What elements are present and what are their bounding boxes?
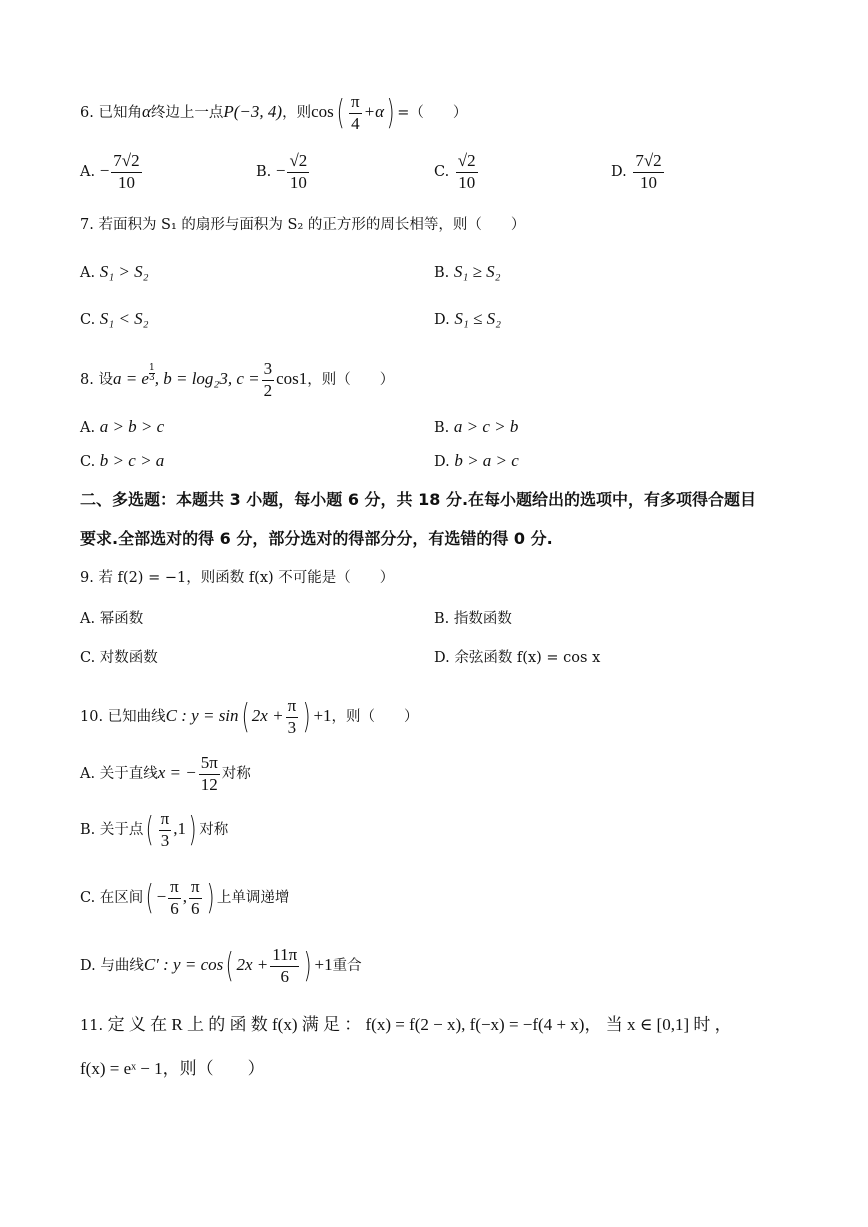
question-7-option-b[interactable]: B. S₁ ≥ S₂ xyxy=(434,262,501,281)
section-2-heading-line-2: 要求.全部选对的得 6 分，部分选对的得部分分，有选错的得 0 分. xyxy=(80,529,553,548)
question-6-option-b[interactable]: B. − $\frac{√2}{10}$ xyxy=(256,151,308,192)
question-8-option-d[interactable]: D. b > a > c xyxy=(434,451,519,470)
question-8-option-a[interactable]: A. a > b > c xyxy=(80,417,165,436)
question-7-stem: 7. 若面积为 S₁ 的扇形与面积为 S₂ 的正方形的周长相等，则（ ） xyxy=(80,217,526,233)
question-11-stem-line-1: 11. 定 义 在 R 上 的 函 数 f(x) 满 足 ： f(x) = f(2 − x), f(−x) = −f(4 + x)， 当 x ∈ [0,1] 时 ， xyxy=(80,1015,732,1034)
question-10-stem: 10. 已知曲线C : y = sin( 2x + $\frac{\pi}{3}$ ) +1，则（ ） xyxy=(80,696,419,738)
question-7-option-c[interactable]: C. S₁ < S₂ xyxy=(80,309,149,328)
question-11-stem-line-2: f(x) = eˣ − 1，则（ ） xyxy=(80,1059,265,1078)
question-10-option-b[interactable]: B. 关于点( $\frac{\pi}{3}$ ,1) 对称 xyxy=(80,809,229,851)
section-2-heading-line-1: 二、多选题：本题共 3 小题，每小题 6 分，共 18 分.在每小题给出的选项中，有多项得合题目 xyxy=(80,490,757,509)
question-6-option-c[interactable]: C. $\frac{√2}{10}$ xyxy=(434,151,476,192)
question-8-stem: 8. 设a = e $^{\frac{1}{3}}$ , b = log₂3, c = $\frac{3}{2}$ cos1，则（ ） xyxy=(80,359,395,400)
question-9-option-d[interactable]: D. 余弦函数 f(x) = cos x xyxy=(434,650,601,666)
question-6-option-a[interactable]: A. − $\frac{7√2}{10}$ xyxy=(80,151,140,192)
question-9-option-a[interactable]: A. 幂函数 xyxy=(80,611,144,627)
question-10-option-d[interactable]: D. 与曲线C′ : y = cos( 2x + $\frac{11\pi}{6}$ ) +1重合 xyxy=(80,945,362,987)
question-10-option-a[interactable]: A. 关于直线x = − $\frac{5\pi}{12}$ 对称 xyxy=(80,753,251,794)
question-9-option-b[interactable]: B. 指数函数 xyxy=(434,611,512,627)
question-8-option-c[interactable]: C. b > c > a xyxy=(80,451,165,470)
question-9-stem: 9. 若 f(2) = −1，则函数 f(x) 不可能是（ ） xyxy=(80,570,395,586)
question-9-option-c[interactable]: C. 对数函数 xyxy=(80,650,158,666)
question-8-option-b[interactable]: B. a > c > b xyxy=(434,417,519,436)
question-7-option-a[interactable]: A. S₁ > S₂ xyxy=(80,262,149,281)
question-10-option-c[interactable]: C. 在区间( − $\frac{\pi}{6}$ , $\frac{\pi}{6}$ ) 上单调递增 xyxy=(80,877,290,919)
question-7-option-d[interactable]: D. S₁ ≤ S₂ xyxy=(434,309,501,328)
question-6-stem: 6. 已知角α终边上一点P(−3, 4)，则cos( $\frac{\pi}{4}$ +α) =（ ） xyxy=(80,92,468,134)
question-6-option-d[interactable]: D. $\frac{7√2}{10}$ xyxy=(611,151,662,192)
